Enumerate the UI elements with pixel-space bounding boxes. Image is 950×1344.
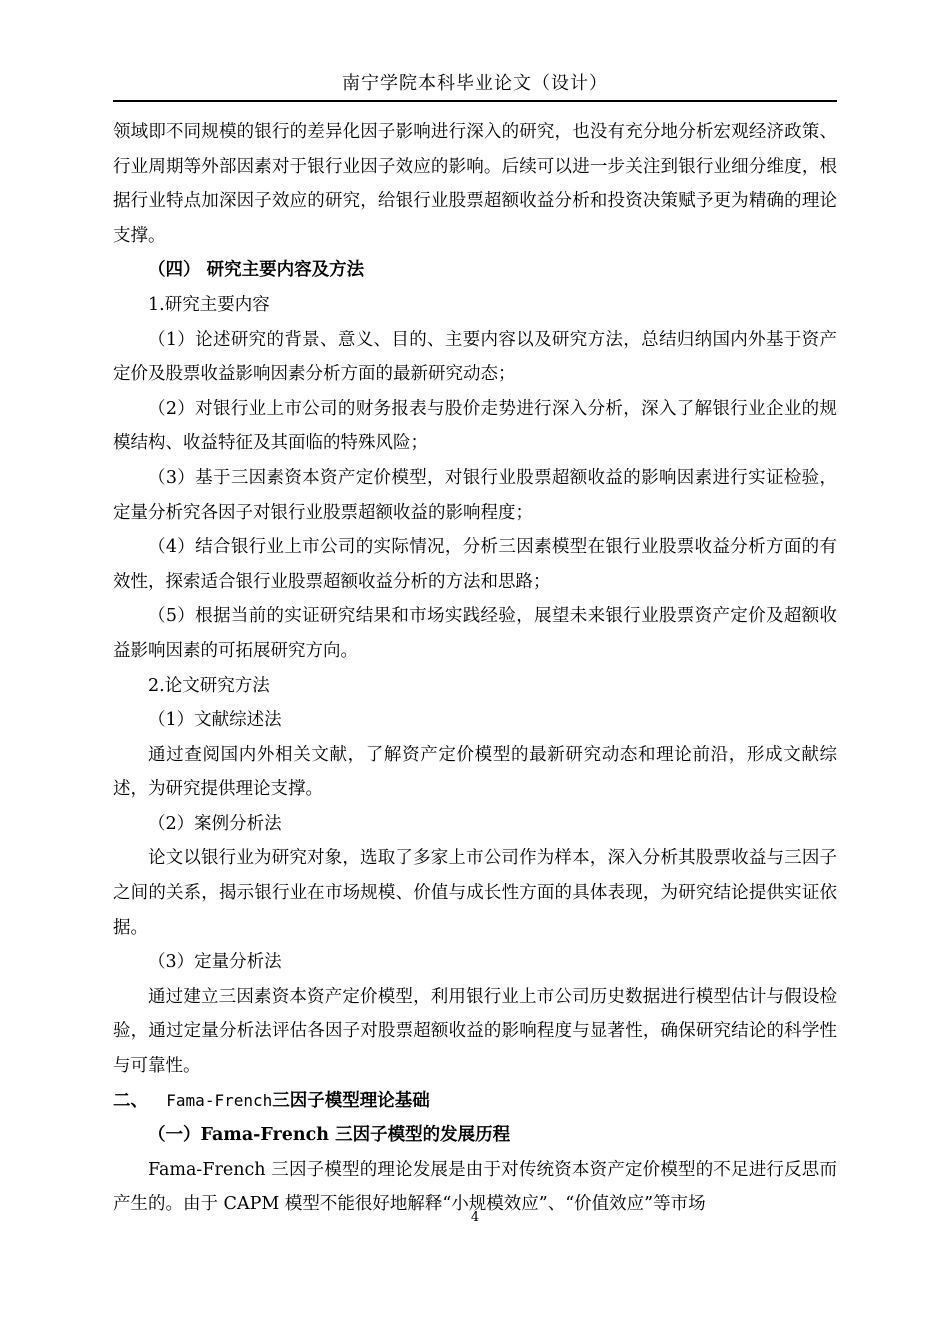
document-body (113, 115, 837, 1222)
chapter-number: 二、 (113, 1090, 148, 1111)
list-item: （2）对银行业上市公司的财务报表与股价走势进行深入分析，深入了解银行业企业的规模结构、收益特征及其面临的特殊风险； (113, 398, 837, 454)
paragraph: 论文以银行业为研究对象，选取了多家上市公司作为样本，深入分析其股票收益与三因子之间的关系，揭示银行业在市场规模、价值与成长性方面的具体表现，为研究结论提供实证依据。 (113, 848, 837, 938)
method-title: （1）文献综述法 (148, 710, 282, 731)
subsection-heading: （一）Fama-French 三因子模型的发展历程 (148, 1125, 511, 1146)
page-number: 4 (470, 1210, 480, 1225)
header-divider (113, 100, 837, 102)
list-item: （4）结合银行业上市公司的实际情况，分析三因素模型在银行业股票收益分析方面的有效性，探索适合银行业股票超额收益分析的方法和思路； (113, 537, 837, 592)
list-item: （5）根据当前的实证研究结果和市场实践经验，展望未来银行业股票资产定价及超额收益影响因素的可拓展研究方向。 (113, 606, 837, 661)
paragraph: Fama-French 三因子模型的理论发展是由于对传统资本资产定价模型的不足进行反思而产生的。由于 CAPM 模型不能很好地解释“小规模效应”、“价值效应”等市场 (113, 1159, 837, 1215)
page-header: 南宁学院本科毕业论文（设计） (342, 73, 608, 94)
section-heading: （四） 研究主要内容及方法 (148, 260, 365, 281)
paragraph: 领域即不同规模的银行的差异化因子影响进行深入的研究，也没有充分地分析宏观经济政策、行业周期等外部因素对于银行业因子效应的影响。后续可以进一步关注到银行业细分维度，根据行业特点加深因子效应的研究，给银行业股票超额收益分析和投资决策赋予更为精确的理论支撑。 (113, 122, 837, 246)
paragraph: 通过建立三因素资本资产定价模型，利用银行业上市公司历史数据进行模型估计与假设检验，通过定量分析法评估各因子对股票超额收益的影响程度与显著性，确保研究结论的科学性与可靠性。 (113, 986, 837, 1077)
method-title: （3）定量分析法 (148, 952, 282, 973)
list-item: （3）基于三因素资本资产定价模型，对银行业股票超额收益的影响因素进行实证检验，定量分析究各因子对银行业股票超额收益的影响程度； (113, 467, 837, 523)
chapter-heading (113, 1084, 837, 1119)
method-title: （2）案例分析法 (148, 813, 282, 834)
subheading: 2.论文研究方法 (148, 675, 270, 696)
list-item: （1）论述研究的背景、意义、目的、主要内容以及研究方法，总结归纳国内外基于资产定价及股票收益影响因素分析方面的最新研究动态； (113, 329, 837, 385)
subheading: 1.研究主要内容 (148, 294, 270, 315)
chapter-title-latin: Fama-French (166, 1090, 273, 1110)
chapter-title: 三因子模型理论基础 (272, 1090, 430, 1111)
paragraph: 通过查阅国内外相关文献，了解资产定价模型的最新研究动态和理论前沿，形成文献综述，为研究提供理论支撑。 (113, 744, 837, 800)
